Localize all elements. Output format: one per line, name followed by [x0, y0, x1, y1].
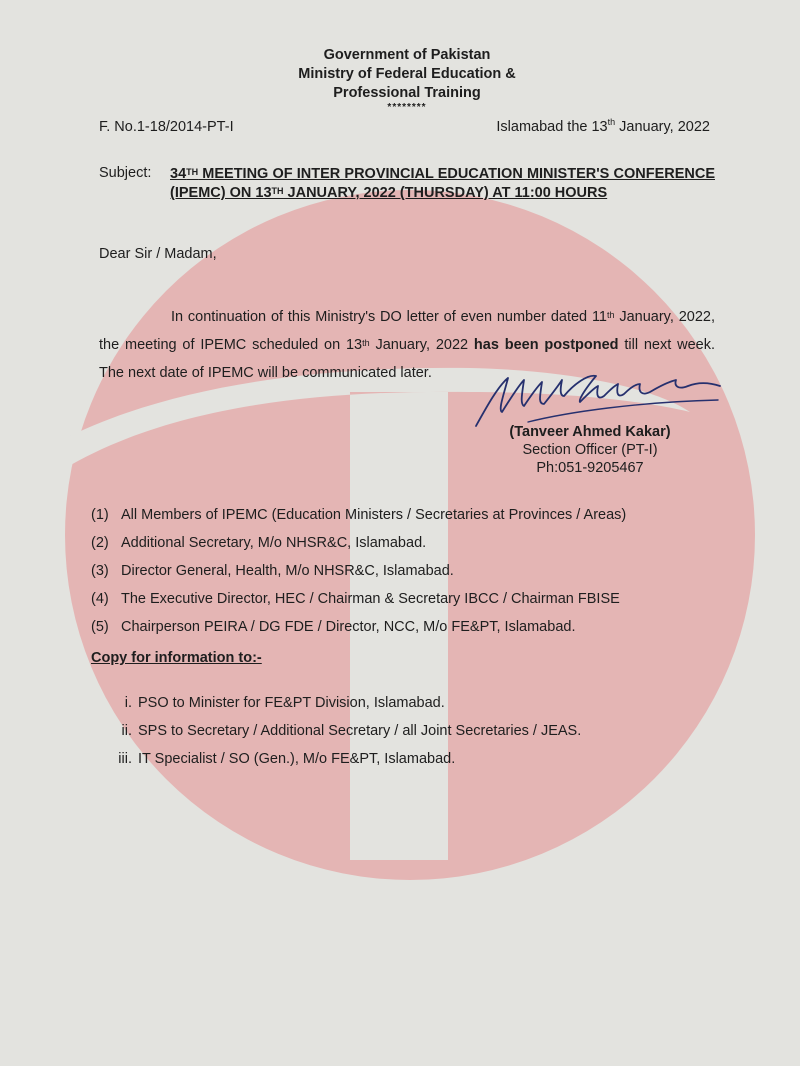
list-item — [91, 533, 626, 561]
subject-part-3: JANUARY, 2022 (THURSDAY) AT 11:00 HOURS — [283, 185, 608, 201]
subject-part-2: MEETING OF INTER PROVINCIAL EDUCATION MINISTER'S CONFERENCE (IPEMC) ON 13 — [170, 166, 715, 201]
copy-number: iii. — [118, 751, 132, 767]
list-item — [91, 561, 626, 589]
date-sup: th — [607, 117, 616, 127]
recipient-number: (4) — [91, 591, 109, 607]
list-item — [100, 721, 581, 749]
copy-text: PSO to Minister for FE&PT Division, Islamabad. — [138, 695, 445, 711]
letterhead-line-3: Professional Training — [333, 85, 481, 101]
recipient-number: (5) — [91, 619, 109, 635]
subject-sup-2: TH — [271, 186, 284, 196]
recipient-number: (2) — [91, 535, 109, 551]
date-prefix: Islamabad the 13 — [496, 119, 608, 135]
signatory-name: (Tanveer Ahmed Kakar) — [509, 424, 671, 440]
signatory-phone: Ph:051-9205467 — [536, 460, 644, 476]
copy-number: ii. — [121, 723, 132, 739]
subject-block — [99, 165, 715, 203]
body-bold-text: has been postponed — [473, 336, 619, 353]
letterhead-line-1: Government of Pakistan — [323, 47, 491, 63]
body-text-4: till next week. The next date of IPEMC will be communicated later. — [99, 336, 715, 381]
subject-text — [170, 165, 715, 203]
recipient-text: All Members of IPEMC (Education Ministers / Secretaries at Provinces / Areas) — [121, 507, 627, 523]
recipient-text: Director General, Health, M/o NHSR&C, Islamabad. — [121, 563, 454, 579]
file-number: F. No.1-18/2014-PT-I — [99, 119, 234, 135]
subject-sup-1: TH — [186, 167, 199, 177]
copies-list — [100, 693, 581, 777]
subject-part-1: 34 — [170, 166, 187, 182]
signatory-designation: Section Officer (PT-I) — [522, 442, 658, 458]
salutation: Dear Sir / Madam, — [99, 246, 217, 262]
recipient-text: Chairperson PEIRA / DG FDE / Director, NCC, M/o FE&PT, Islamabad. — [121, 619, 576, 635]
list-item — [100, 749, 581, 777]
recipient-text: Additional Secretary, M/o NHSR&C, Islamabad. — [121, 535, 427, 551]
list-item — [100, 693, 581, 721]
letterhead-stars: ******** — [387, 102, 427, 113]
copy-text: IT Specialist / SO (Gen.), M/o FE&PT, Islamabad. — [138, 751, 456, 767]
letterhead — [0, 46, 800, 113]
body-text-1: In continuation of this Ministry's DO letter of even number dated 11 — [171, 308, 607, 325]
body-sup-2: th — [362, 337, 370, 348]
subject-label: Subject: — [99, 165, 152, 181]
recipient-number: (3) — [91, 563, 109, 579]
signatory-block — [470, 423, 710, 477]
body-sup-1: th — [607, 309, 615, 320]
date-suffix: January, 2022 — [615, 119, 710, 135]
letterhead-line-2: Ministry of Federal Education & — [298, 66, 516, 82]
list-item — [91, 589, 626, 617]
copy-number: i. — [124, 695, 132, 711]
recipient-number: (1) — [91, 507, 109, 523]
body-text-2: January, 2022, the meeting of IPEMC scheduled on 13 — [99, 308, 715, 353]
body-text-3: January, 2022 — [369, 336, 474, 353]
list-item — [91, 617, 626, 645]
copy-heading: Copy for information to:- — [91, 650, 262, 666]
recipient-text: The Executive Director, HEC / Chairman & Secretary IBCC / Chairman FBISE — [121, 591, 620, 607]
letter-date — [496, 119, 710, 135]
copy-text: SPS to Secretary / Additional Secretary / all Joint Secretaries / JEAS. — [138, 723, 582, 739]
list-item — [91, 505, 626, 533]
recipients-list — [91, 505, 626, 645]
